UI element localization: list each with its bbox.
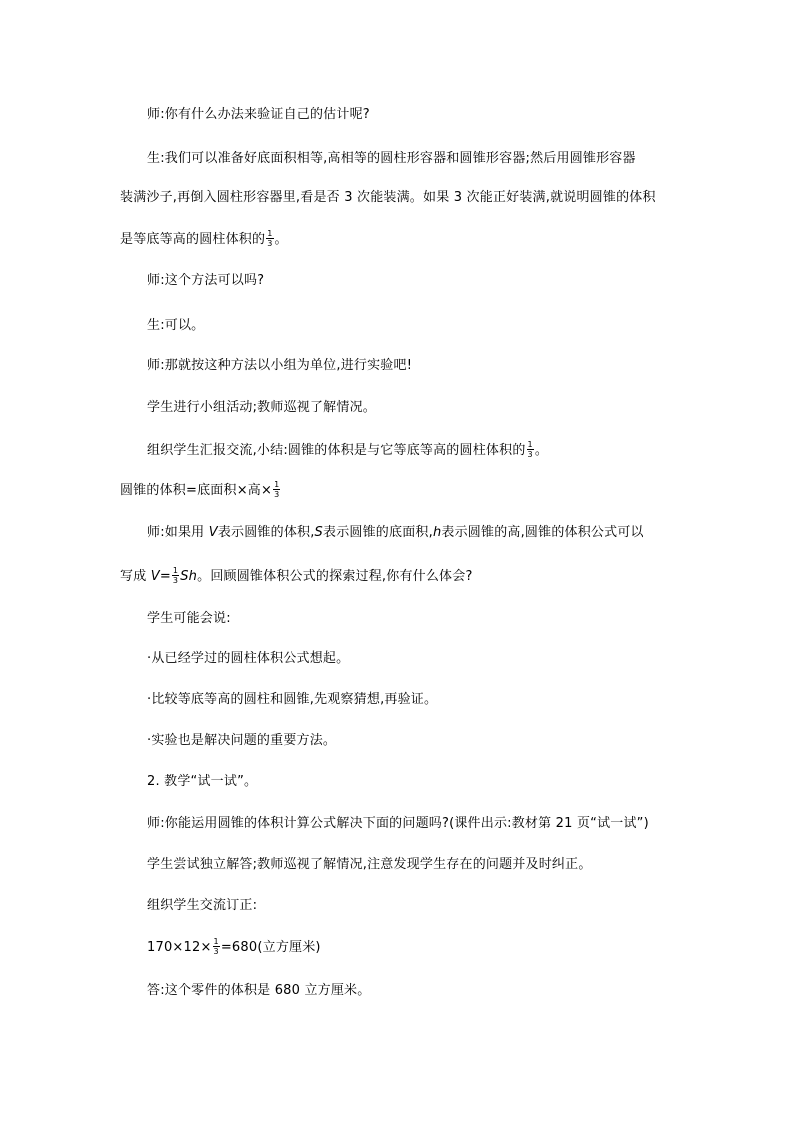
text: 学生尝试独立解答;教师巡视了解情况,注意发现学生存在的问题并及时纠正。 (147, 857, 592, 872)
text: 表示圆锥的底面积, (323, 525, 433, 540)
calculation-line (147, 938, 321, 957)
text: ·比较等底等高的圆柱和圆锥,先观察猜想,再验证。 (147, 692, 438, 707)
text: 师:你能运用圆锥的体积计算公式解决下面的问题吗?(课件出示:教材第 21 页“试一试”) (147, 816, 649, 831)
text: 170×12× (147, 940, 212, 955)
text: 组织学生汇报交流,小结:圆锥的体积是与它等底等高的圆柱体积的 (147, 443, 526, 458)
text: 师:如果用 (147, 525, 209, 540)
paragraph-students-try (147, 857, 592, 873)
variable-s: S (314, 525, 323, 540)
text: 表示圆锥的体积, (217, 525, 315, 540)
text: 师:那就按这种方法以小组为单位,进行实验吧! (147, 358, 413, 373)
text: 是等底等高的圆柱体积的 (120, 232, 266, 247)
variable-sh: Sh (180, 569, 198, 584)
answer-line (147, 983, 370, 999)
fraction-denominator: 3 (527, 450, 533, 459)
bullet-item-2 (147, 692, 437, 708)
variable-h: h (432, 525, 442, 540)
text: 2. 教学“试一试”。 (147, 774, 258, 789)
text: 。 (534, 443, 549, 458)
text: 。回顾圆锥体积公式的探索过程,你有什么体会? (197, 569, 473, 584)
text: ·从已经学过的圆柱体积公式想起。 (147, 651, 350, 666)
text: 学生进行小组活动;教师巡视了解情况。 (147, 400, 376, 415)
text: ·实验也是解决问题的重要方法。 (147, 733, 337, 748)
text: 师:你有什么办法来验证自己的估计呢? (147, 107, 370, 122)
bullet-item-3 (147, 733, 336, 749)
paragraph-summary (147, 441, 548, 460)
fraction-denominator: 3 (274, 490, 280, 499)
paragraph-teacher-question-2 (147, 273, 264, 289)
fraction-one-third (527, 440, 534, 459)
section-heading-2 (147, 774, 257, 790)
text: = (159, 569, 171, 584)
text: 圆锥的体积=底面积×高× (120, 483, 273, 498)
text: 装满沙子,再倒入圆柱形容器里,看是否 3 次能装满。如果 3 次能正好装满,就说明圆锥的体积 (120, 190, 656, 205)
fraction-one-third (273, 480, 280, 499)
fraction-one-third (172, 566, 179, 585)
paragraph-teacher-question-1 (147, 107, 370, 123)
text: 答:这个零件的体积是 680 立方厘米。 (147, 983, 371, 998)
fraction-numerator: 1 (274, 480, 280, 489)
text: 学生可能会说: (147, 611, 231, 626)
paragraph-correction (147, 898, 257, 914)
paragraph-teacher-question-3 (147, 816, 649, 832)
fraction-one-third (266, 229, 273, 248)
fraction-denominator: 3 (267, 239, 273, 248)
variable-v: V (150, 569, 160, 584)
paragraph-group-activity (147, 400, 376, 416)
text: 生:可以。 (147, 318, 205, 333)
paragraph-formula-intro-line-1 (147, 525, 644, 541)
text: 师:这个方法可以吗? (147, 273, 265, 288)
paragraph-formula-intro-line-2 (120, 567, 473, 586)
fraction-denominator: 3 (213, 947, 219, 956)
paragraph-student-answer-line-1 (147, 151, 636, 167)
text: =680(立方厘米) (220, 940, 321, 955)
fraction-denominator: 3 (172, 576, 179, 585)
paragraph-students-may-say (147, 611, 231, 627)
fraction-one-third (213, 937, 220, 956)
formula-in-words (120, 481, 281, 500)
paragraph-student-answer-line-3 (120, 230, 288, 249)
bullet-item-1 (147, 651, 349, 667)
text: 组织学生交流订正: (147, 898, 258, 913)
variable-v: V (208, 525, 218, 540)
paragraph-student-reply (147, 318, 204, 334)
fraction-numerator: 1 (213, 937, 219, 946)
text: 写成 (120, 569, 151, 584)
text: 表示圆锥的高,圆锥的体积公式可以 (441, 525, 644, 540)
paragraph-student-answer-line-2 (120, 190, 656, 206)
text: 生:我们可以准备好底面积相等,高相等的圆柱形容器和圆锥形容器;然后用圆锥形容器 (147, 151, 636, 166)
fraction-numerator: 1 (267, 229, 273, 238)
fraction-numerator: 1 (172, 566, 179, 575)
text: 。 (274, 232, 288, 247)
fraction-numerator: 1 (527, 440, 533, 449)
paragraph-teacher-instruction (147, 358, 412, 374)
